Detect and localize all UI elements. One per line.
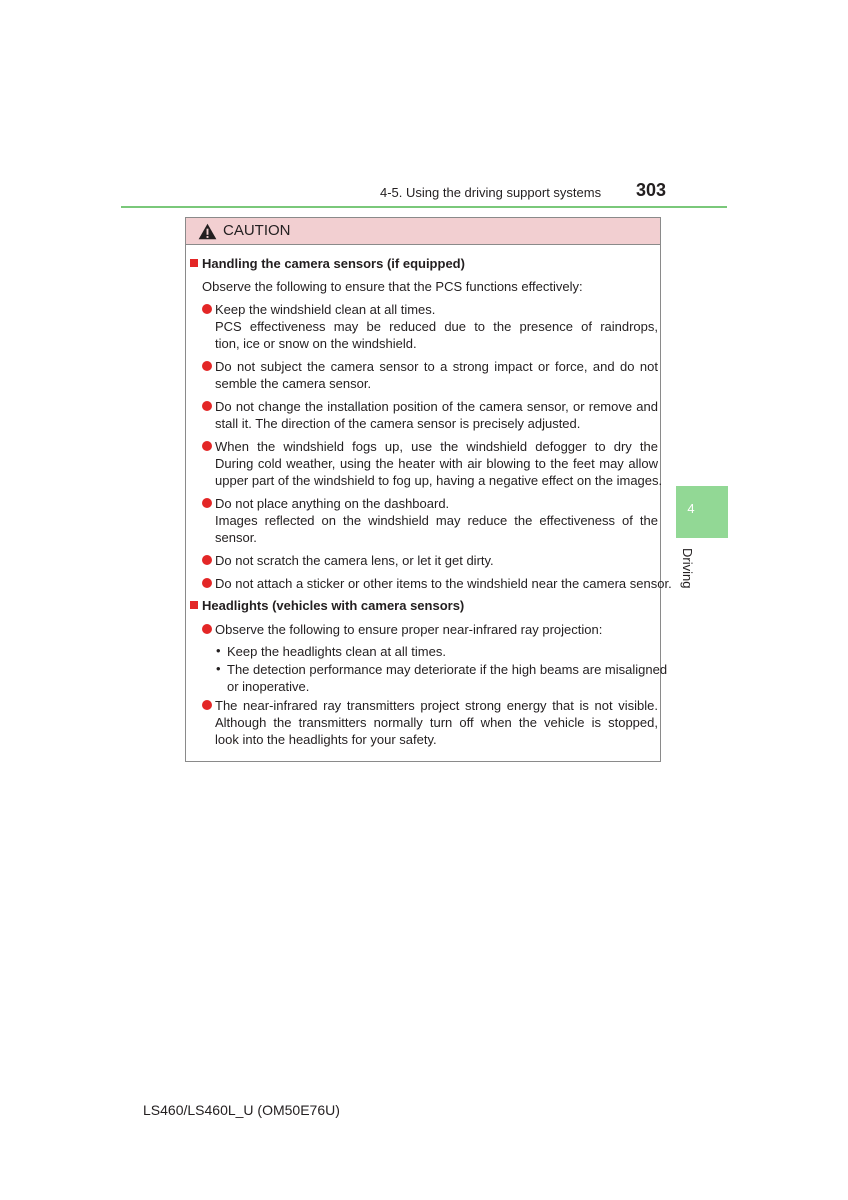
section-title: 4-5. Using the driving support systems [380,185,602,200]
bullet-dot-icon [202,578,212,588]
list-item [202,358,658,392]
caution-box [185,217,672,762]
list-item-line: sensor. [215,530,257,545]
chapter-number: 4 [687,501,695,516]
list-item [202,552,658,569]
section-heading-text: Handling the camera sensors (if equipped) [202,256,465,271]
bullet-dot-icon [202,304,212,314]
footer-model-code: LS460/LS460L_U (OM50E76U) [143,1102,340,1118]
caution-title: CAUTION [223,222,291,239]
list-item-line: Do not subject the camera sensor to a strong impact or force, and do not [215,359,658,374]
list-item-line: During cold weather, using the heater with air blowing to the feet may allow [215,456,658,471]
chapter-tab [676,486,728,538]
list-item-line: The near-infrared ray transmitters project strong energy that is not visible. [215,698,658,713]
list-item [202,495,658,546]
page-number: 303 [636,180,667,200]
sub-bullet-marker: • [216,643,221,658]
list-item [202,301,658,352]
list-item [202,575,672,592]
bullet-dot-icon [202,498,212,508]
list-item [202,621,658,638]
bullet-dot-icon [202,361,212,371]
sub-list-item-line: or inoperative. [227,679,310,694]
sub-list-item-line: The detection performance may deteriorate if the high beams are misaligned [227,662,668,677]
section-heading-headlights [190,598,464,613]
list-item [202,398,658,432]
list-item-line: Observe the following to ensure proper near-infrared ray projection: [215,622,603,637]
header-divider [121,206,727,208]
list-item-line: upper part of the windshield to fog up, having a negative effect on the images. [215,473,663,488]
list-item [202,438,663,489]
list-item-line: PCS effectiveness may be reduced due to the presence of raindrops, [215,319,658,334]
section-heading-text: Headlights (vehicles with camera sensors) [202,598,465,613]
list-item-line: When the windshield fogs up, use the windshield defogger to dry the [215,439,658,454]
list-item-line: tion, ice or snow on the windshield. [215,336,417,351]
bullet-dot-icon [202,700,212,710]
section-heading-camera-sensors [190,256,465,271]
sub-list-item [216,661,668,695]
chapter-label: Driving [680,548,695,589]
list-item [202,697,658,748]
square-bullet-icon [190,259,198,267]
section-intro: Observe the following to ensure that the PCS functions effectively: [202,279,583,294]
list-item-line: look into the headlights for your safety. [215,732,437,747]
bullet-dot-icon [202,441,212,451]
list-item-line: Keep the windshield clean at all times. [215,302,436,317]
list-item-line: Although the transmitters normally turn off when the vehicle is stopped, [215,715,658,730]
bullet-dot-icon [202,555,212,565]
list-item-line: Do not attach a sticker or other items to the windshield near the camera sensor. [215,576,672,591]
list-item-line: Do not place anything on the dashboard. [215,496,450,511]
sub-bullet-marker: • [216,661,221,676]
sub-list-item [216,643,656,660]
list-item-line: Do not scratch the camera lens, or let it get dirty. [215,553,494,568]
square-bullet-icon [190,601,198,609]
list-item-line: semble the camera sensor. [215,376,372,391]
list-item-line: Do not change the installation position of the camera sensor, or remove and [215,399,658,414]
caution-header [186,218,660,245]
bullet-dot-icon [202,401,212,411]
list-item-line: stall it. The direction of the camera sensor is precisely adjusted. [215,416,581,431]
sub-list-item-line: Keep the headlights clean at all times. [227,644,446,659]
list-item-line: Images reflected on the windshield may reduce the effectiveness of the [215,513,658,528]
bullet-dot-icon [202,624,212,634]
warning-triangle-icon [198,223,217,240]
